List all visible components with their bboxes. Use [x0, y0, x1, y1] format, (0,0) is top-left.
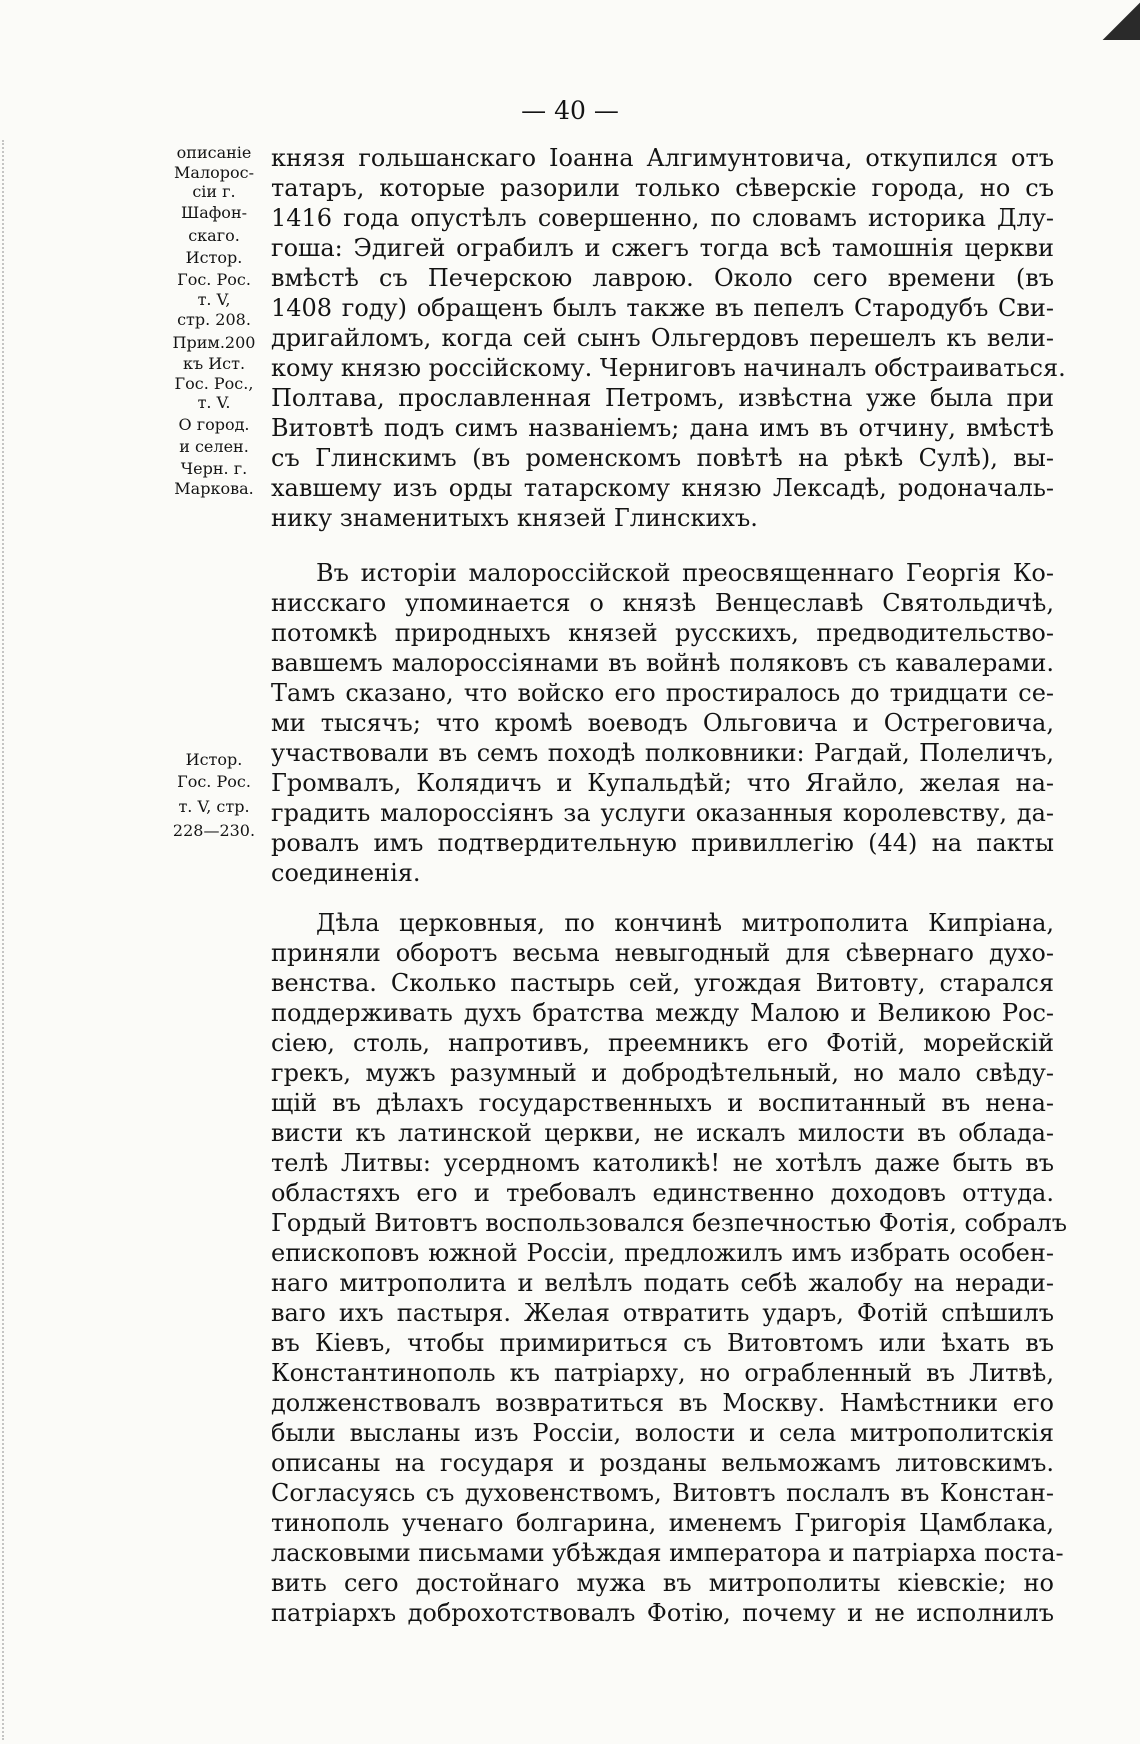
- margin-note: О город.: [178, 415, 250, 434]
- text-line: долженствовалъ возвратиться въ Москву. Намѣстники его: [271, 1389, 1054, 1417]
- text-line: ровалъ имъ подтвердительную привиллегію (44) на пакты: [271, 829, 1054, 857]
- text-line: вить сего достойнаго мужа въ митрополиты кіевскіе; но: [271, 1569, 1054, 1597]
- text-line: нику знаменитыхъ князей Глинскихъ.: [271, 504, 758, 532]
- text-line: телѣ Литвы: усердномъ католикѣ! не хотѣлъ даже быть въ: [271, 1149, 1054, 1177]
- text-line: Громвалъ, Колядичъ и Купальдѣй; что Ягайло, желая на-: [271, 769, 1054, 797]
- text-line: дригайломъ, когда сей сынъ Ольгердовъ перешелъ къ вели-: [271, 324, 1054, 352]
- text-line: 1416 года опустѣлъ совершенно, по словамъ историка Длу-: [271, 204, 1054, 232]
- text-line: наго митрополита и велѣлъ подать себѣ жалобу на неради-: [271, 1269, 1054, 1297]
- text-line: венства. Сколько пастырь сей, угождая Витовту, старался: [271, 969, 1054, 997]
- text-line: тинополь ученаго болгарина, именемъ Григорія Цамблака,: [271, 1509, 1054, 1537]
- text-line: хавшему изъ орды татарскому князю Лексадѣ, родоначаль-: [271, 474, 1054, 502]
- text-line: описаны на государя и розданы вельможамъ литовскимъ.: [271, 1449, 1054, 1477]
- text-line: приняли оборотъ весьма невыгодный для сѣвернаго духо-: [271, 939, 1054, 967]
- text-line: кому князю россійскому. Черниговъ начиналъ обстраиваться.: [271, 354, 1066, 382]
- margin-note: Гос. Рос.,: [174, 374, 254, 393]
- margin-note: т. V, стр.: [178, 797, 250, 816]
- text-line: сіею, столь, напротивъ, преемникъ его Фотій, морейскій: [271, 1029, 1054, 1057]
- text-line: Гордый Витовтъ воспользовался безпечностью Фотія, собралъ: [271, 1209, 1068, 1237]
- margin-note: Гос. Рос.: [177, 772, 251, 791]
- text-line: въ Кіевъ, чтобы примириться съ Витовтомъ или ѣхать въ: [271, 1329, 1054, 1357]
- text-line: областяхъ его и требовалъ единственно доходовъ оттуда.: [271, 1179, 1054, 1207]
- text-line: поддерживать духъ братства между Малою и Великою Рос-: [271, 999, 1054, 1027]
- text-line: татаръ, которые разорили только сѣверскіе города, но съ: [271, 174, 1054, 202]
- text-line: участвовали въ семъ походѣ полковники: Рагдай, Полеличъ,: [271, 739, 1054, 767]
- text-line: съ Глинскимъ (въ роменскомъ повѣтѣ на рѣкѣ Сулѣ), вы-: [271, 444, 1054, 472]
- text-line: вмѣстѣ съ Печерскою лаврою. Около сего времени (въ: [271, 264, 1054, 292]
- text-line: князя гольшанскаго Іоанна Алгимунтовича, откупился отъ: [271, 144, 1054, 172]
- text-line: епископовъ южной Россіи, предложилъ имъ избрать особен-: [271, 1239, 1054, 1267]
- text-line: градить малороссіянъ за услуги оказанныя королевству, да-: [271, 799, 1054, 827]
- text-line: щій въ дѣлахъ государственныхъ и воспитанный въ нена-: [271, 1089, 1054, 1117]
- text-line: Витовтѣ подъ симъ названіемъ; дана имъ въ отчину, вмѣстѣ: [271, 414, 1054, 442]
- text-line: нисскаго упоминается о князѣ Венцеславѣ Святольдичѣ,: [271, 589, 1054, 617]
- margin-note: т. V.: [197, 393, 231, 412]
- text-line: соединенія.: [271, 859, 421, 887]
- margin-note: Маркова.: [174, 479, 254, 498]
- margin-note: описаніе: [176, 143, 252, 162]
- text-line: Въ исторіи малороссійской преосвященнаго Георгія Ко-: [316, 559, 1054, 587]
- margin-note: 228—230.: [172, 821, 256, 840]
- text-line: Согласуясь съ духовенствомъ, Витовтъ послалъ въ Констан-: [271, 1479, 1054, 1507]
- text-line: Полтава, прославленная Петромъ, извѣстна уже была при: [271, 384, 1054, 412]
- text-line: Дѣла церковныя, по кончинѣ митрополита Кипріана,: [316, 909, 1054, 937]
- margin-note: Истор.: [185, 750, 243, 769]
- text-line: ласковыми письмами убѣждая императора и патріарха поста-: [271, 1539, 1064, 1567]
- margin-note: къ Ист.: [182, 354, 246, 373]
- margin-note: Прим.200: [172, 333, 256, 352]
- text-line: гоша: Эдигей ограбилъ и сжегъ тогда всѣ тамошнія церкви: [271, 234, 1054, 262]
- text-line: патріархъ доброхотствовалъ Фотію, почему и не исполнилъ: [271, 1599, 1054, 1627]
- page-number: — 40 —: [521, 96, 619, 125]
- margin-note: скаго.: [188, 226, 240, 245]
- margin-note: Малорос-: [174, 163, 254, 182]
- margin-note: сіи г.: [192, 182, 236, 201]
- margin-note: стр. 208.: [177, 310, 251, 329]
- margin-note: Шафон-: [180, 203, 248, 222]
- text-line: висти къ латинской церкви, не искалъ милости въ облада-: [271, 1119, 1054, 1147]
- margin-note: и селен.: [179, 437, 249, 456]
- scan-corner-artifact: [1096, 0, 1140, 40]
- text-line: были высланы изъ Россіи, волости и села митрополитскія: [271, 1419, 1054, 1447]
- text-line: потомкѣ природныхъ князей русскихъ, предводительство-: [271, 619, 1054, 647]
- text-line: Константинополь къ патріарху, но ограбленный въ Литвѣ,: [271, 1359, 1054, 1387]
- margin-note: Гос. Рос.: [177, 270, 251, 289]
- text-line: вавшемъ малороссіянами въ войнѣ поляковъ съ кавалерами.: [271, 649, 1054, 677]
- text-line: грекъ, мужъ разумный и добродѣтельный, но мало свѣду-: [271, 1059, 1054, 1087]
- text-line: 1408 году) обращенъ былъ также въ пепелъ Стародубъ Сви-: [271, 294, 1054, 322]
- text-line: ваго ихъ пастыря. Желая отвратить ударъ, Фотій спѣшилъ: [271, 1299, 1054, 1327]
- text-line: ми тысячъ; что кромѣ воеводъ Ольговича и Остреговича,: [271, 709, 1054, 737]
- margin-note: т. V,: [197, 290, 231, 309]
- scan-edge-artifact: [2, 140, 18, 1740]
- text-line: Тамъ сказано, что войско его простиралось до тридцати се-: [271, 679, 1054, 707]
- margin-note: Черн. г.: [180, 459, 248, 478]
- margin-note: Истор.: [185, 248, 243, 267]
